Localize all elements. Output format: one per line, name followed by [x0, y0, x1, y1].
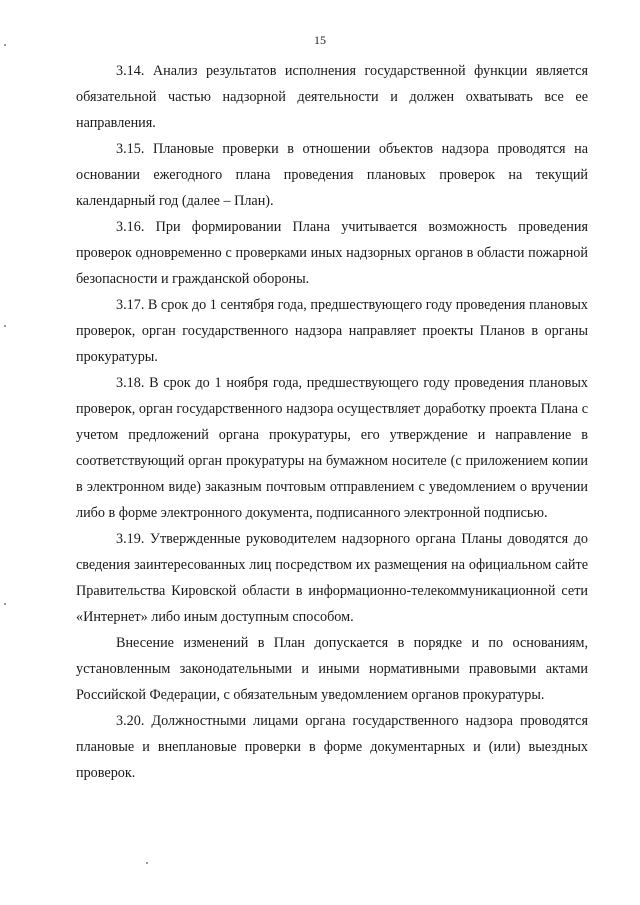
paragraph-3-16: 3.16. При формировании Плана учитывается возможность проведения проверок одновременно с проверками иных надзорных органов в области пожарной безопасности и гражданской обороны. — [76, 219, 588, 287]
scan-speck — [4, 325, 6, 327]
scan-speck — [146, 862, 148, 864]
paragraph-amendments: Внесение изменений в План допускается в порядке и по основаниям, установленным законодательными и иными нормативными правовыми актами Российской Федерации, с обязательным уведомлением органов прокуратуры. — [76, 635, 588, 703]
document-body — [76, 58, 588, 786]
paragraph-3-14: 3.14. Анализ результатов исполнения государственной функции является обязательной частью надзорной деятельности и должен охватывать все ее направления. — [76, 63, 588, 131]
paragraph-3-17: 3.17. В срок до 1 сентября года, предшествующего году проведения плановых проверок, орган государственного надзора направляет проекты Планов в органы прокуратуры. — [76, 297, 588, 365]
paragraph-3-15: 3.15. Плановые проверки в отношении объектов надзора проводятся на основании ежегодного плана проведения плановых проверок на текущий календарный год (далее – План). — [76, 141, 588, 209]
page-number: 15 — [314, 33, 326, 47]
scan-speck — [4, 44, 6, 46]
paragraph-3-19: 3.19. Утвержденные руководителем надзорного органа Планы доводятся до сведения заинтересованных лиц посредством их размещения на официальном сайте Правительства Кировской области в информационно-телекоммуникационной сети «Интернет» либо иным доступным способом. — [76, 531, 588, 625]
scan-speck — [4, 603, 6, 605]
paragraph-3-20: 3.20. Должностными лицами органа государственного надзора проводятся плановые и внеплановые проверки в форме документарных и (или) выездных проверок. — [76, 713, 588, 781]
paragraph-3-18: 3.18. В срок до 1 ноября года, предшествующего году проведения плановых проверок, орган государственного надзора осуществляет доработку проекта Плана с учетом предложений органа прокуратуры, его утверждение и направление в соответствующий орган прокуратуры на бумажном носителе (с приложением копии в электронном виде) заказным почтовым отправлением с уведомлением о вручении либо в форме электронного документа, подписанного электронной подписью. — [76, 375, 588, 521]
